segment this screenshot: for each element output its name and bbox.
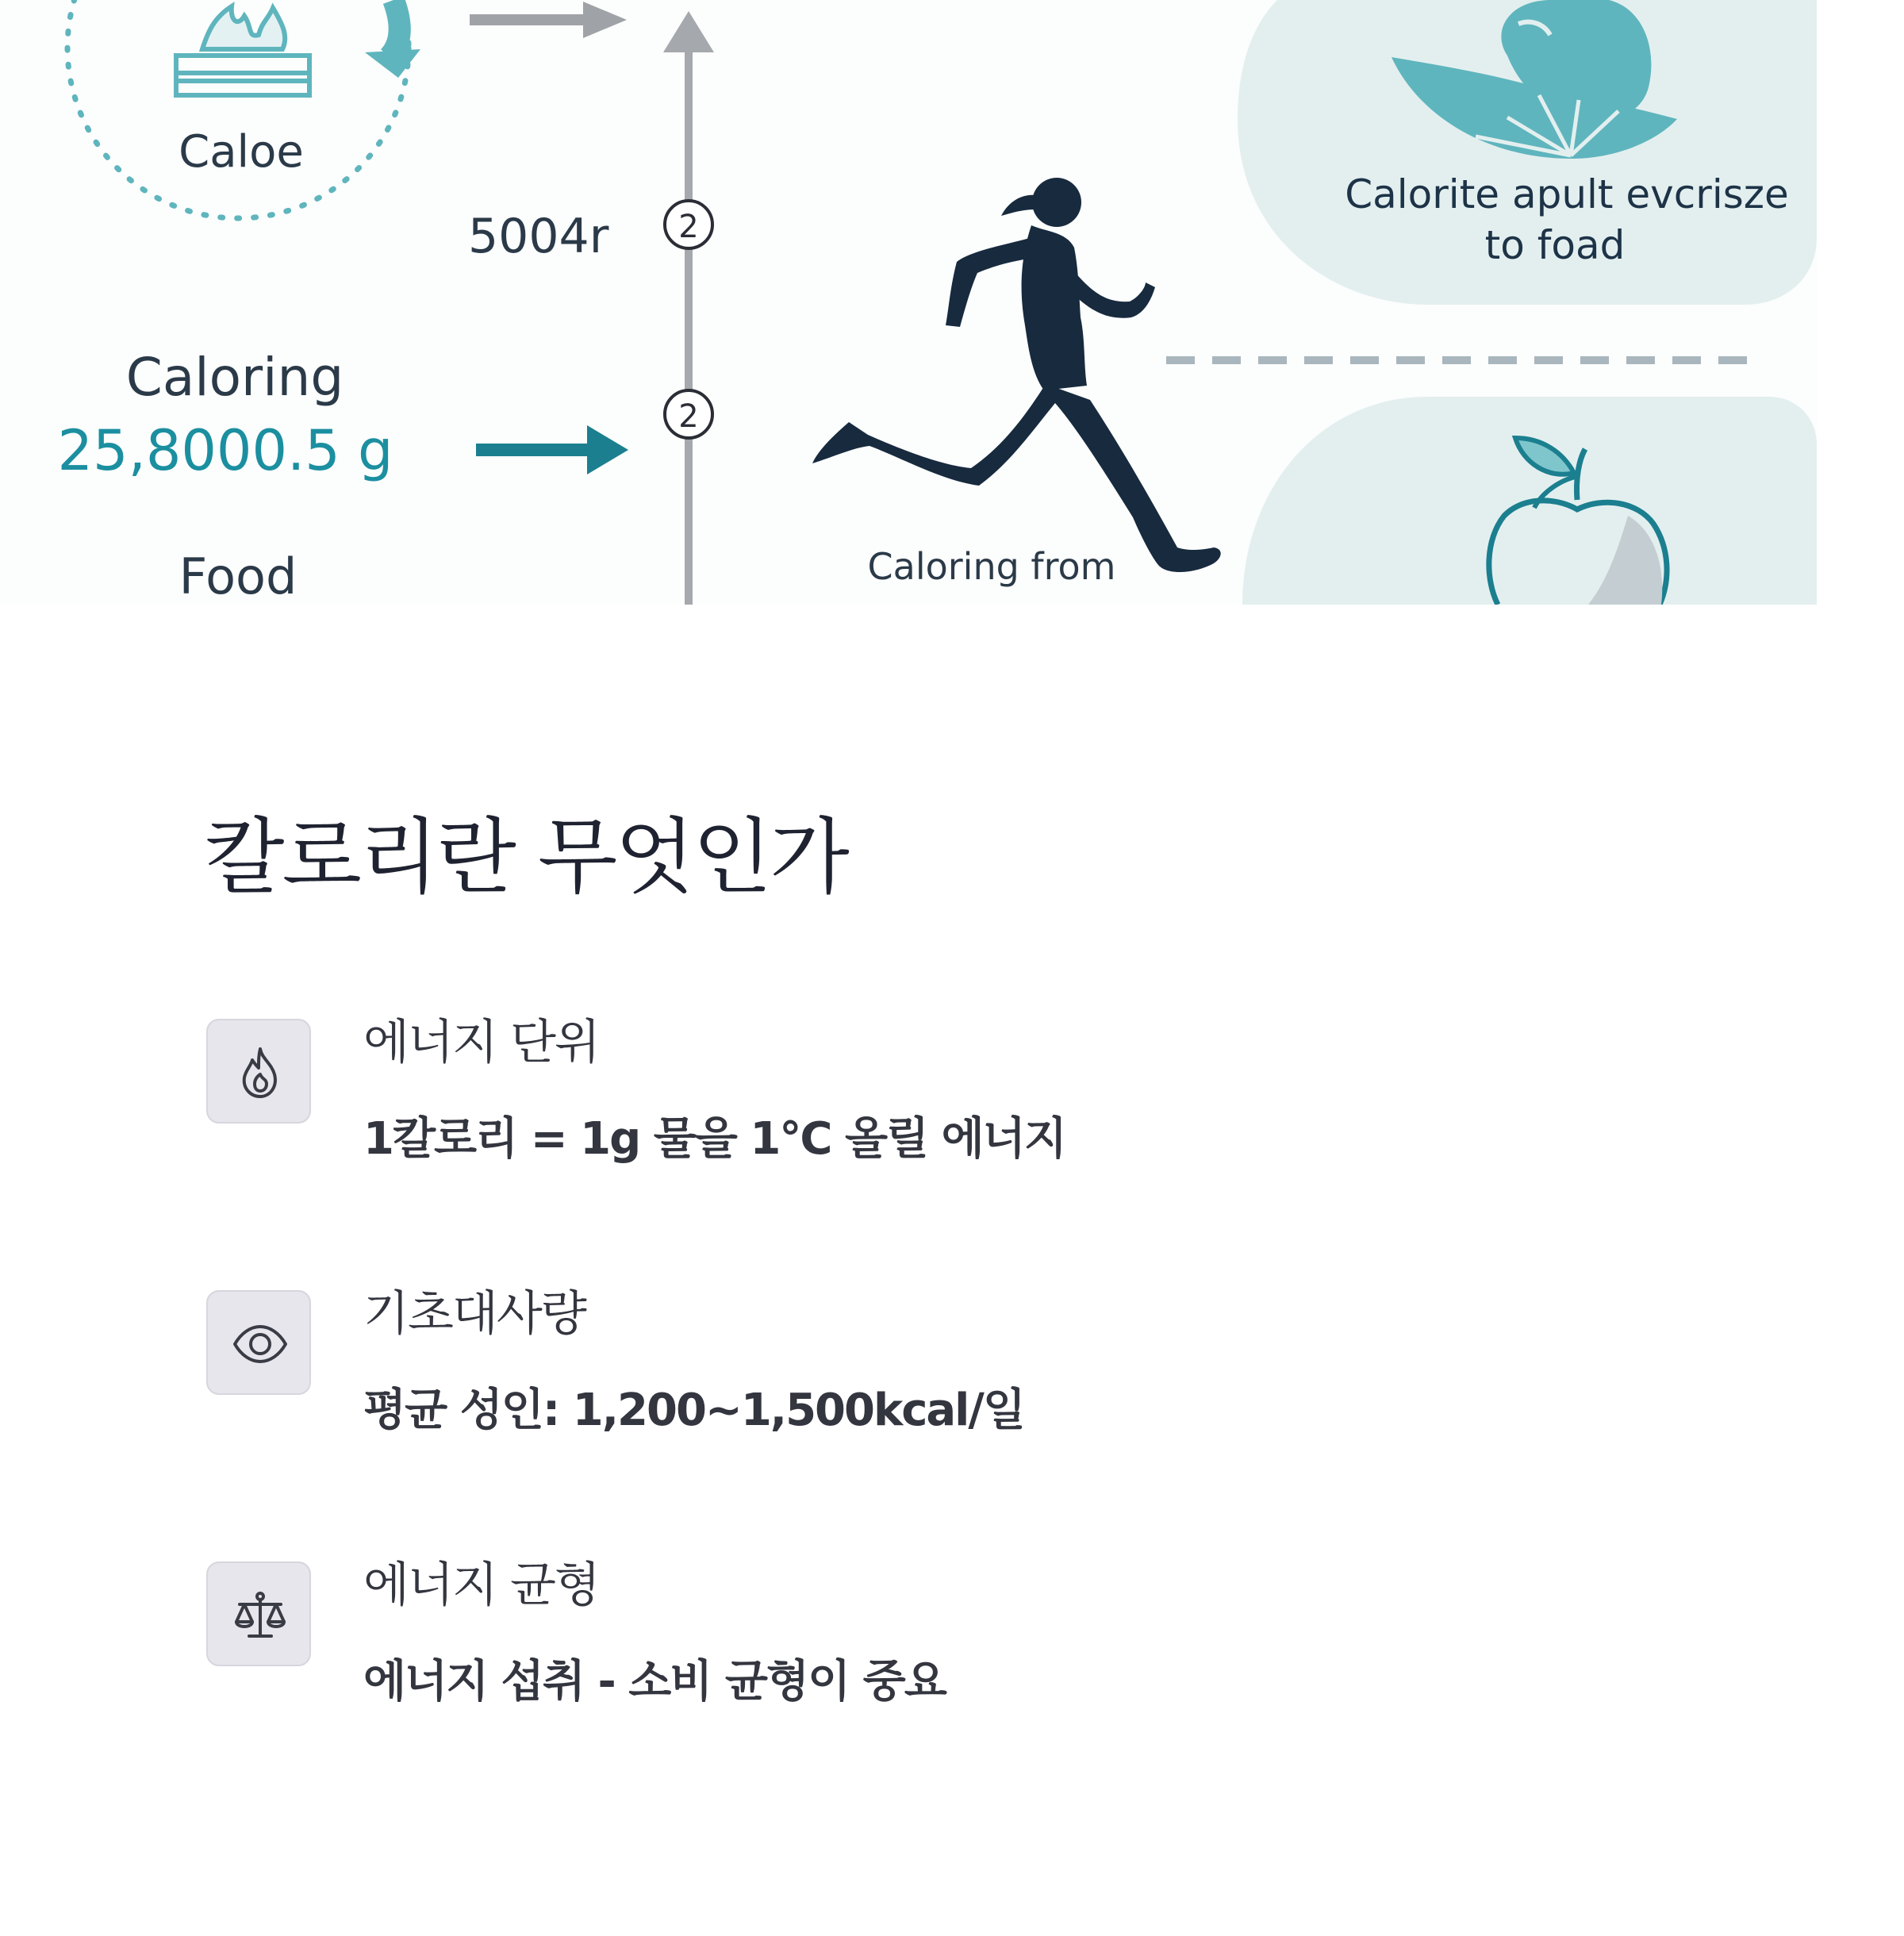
feature-item-energy-balance bbox=[205, 1558, 1712, 1768]
caloring-value: 25,8000.5 g bbox=[57, 418, 393, 483]
fire-icon bbox=[176, 6, 309, 95]
feature-title: 에너지 균형 bbox=[363, 1558, 599, 1613]
runner-silhouette bbox=[812, 178, 1221, 572]
caloring-label: Caloring bbox=[125, 347, 344, 408]
teal-arrow-icon bbox=[476, 425, 628, 474]
feature-title: 기초대사량 bbox=[363, 1286, 585, 1342]
curved-arrow-icon bbox=[365, 0, 420, 78]
flame-icon bbox=[230, 1043, 290, 1103]
axis-marker-1-number: 2 bbox=[678, 209, 699, 245]
hero-illustration bbox=[0, 0, 1817, 605]
axis-marker-2-number: 2 bbox=[678, 398, 699, 435]
top-card-line-1: Calorite apult evcrisze bbox=[1345, 171, 1789, 217]
vertical-axis bbox=[663, 11, 714, 605]
bottom-card bbox=[1242, 397, 1817, 605]
scale-icon-box bbox=[206, 1561, 311, 1666]
eye-icon bbox=[230, 1314, 290, 1374]
feature-item-basal-metabolism bbox=[205, 1286, 1712, 1496]
runner-caption: Caloring from bbox=[867, 545, 1116, 588]
caloe-label: Caloe bbox=[178, 126, 304, 178]
feature-description: 에너지 섭취 - 소비 균형이 중요 bbox=[363, 1656, 946, 1707]
section-title: 칼로리란 무엇인가 bbox=[205, 809, 847, 905]
scale-icon bbox=[230, 1585, 290, 1646]
axis-value-label: 5004r bbox=[468, 209, 609, 264]
feature-description: 평균 성인: 1,200~1,500kcal/일 bbox=[363, 1385, 1024, 1436]
flame-icon-box bbox=[206, 1019, 311, 1124]
top-card-line-2: to foad bbox=[1484, 222, 1626, 268]
food-label: Food bbox=[178, 547, 298, 605]
eye-icon-box bbox=[206, 1290, 311, 1395]
feature-item-energy-unit bbox=[205, 1015, 1712, 1225]
feature-description: 1칼로리 = 1g 물을 1°C 올릴 에너지 bbox=[363, 1113, 1065, 1165]
feature-title: 에너지 단위 bbox=[363, 1015, 599, 1070]
gray-arrow-icon bbox=[470, 2, 627, 38]
